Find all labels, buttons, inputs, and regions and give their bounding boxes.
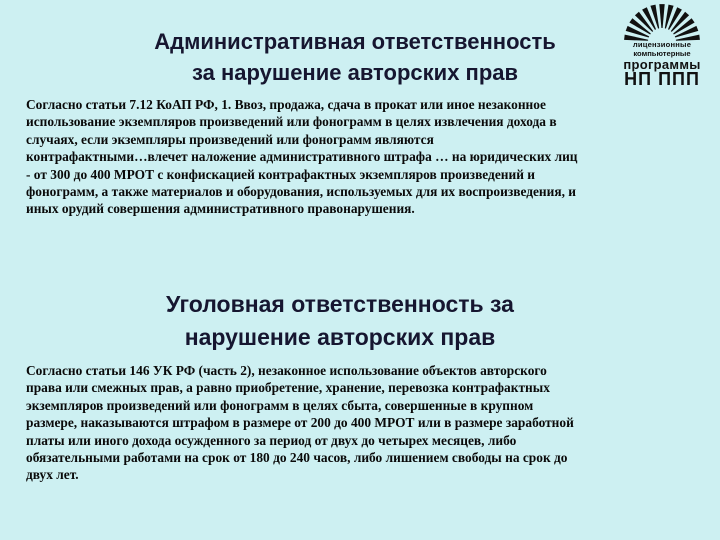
text-line: экземпляров произведений или фонограмм в целях сбыта, совершенные в крупном <box>26 397 534 413</box>
np-ppp-logo <box>612 0 720 92</box>
text-line: платы или иного дохода осужденного за период от двух до четырех месяцев, либо <box>26 432 517 448</box>
text-line: размере, наказываются штрафом в размере от 200 до 400 МРОТ или в размере заработной <box>26 415 574 431</box>
title-line: нарушение авторских прав <box>184 324 496 350</box>
logo-text-line2: компьютерные <box>633 49 691 58</box>
sun-ray <box>650 5 659 29</box>
sun-ray <box>659 4 664 28</box>
sunburst-logo-icon <box>608 0 716 44</box>
criminal-liability-title <box>60 288 620 354</box>
text-line: контрафактными…влечет наложение административного штрафа … на юридических лиц <box>26 149 578 165</box>
text-line: обязательными работами на срок от 180 до 240 часов, либо лишением свободы на срок до <box>26 450 568 466</box>
text-line: использование экземпляров произведений или фонограмм в целях извлечения дохода в <box>26 114 557 130</box>
logo-text-line4: НП ППП <box>624 69 700 89</box>
admin-liability-title <box>60 26 650 88</box>
text-line: Согласно статьи 7.12 КоАП РФ, 1. Ввоз, продажа, сдача в прокат или иное незаконное <box>26 97 546 112</box>
text-line: Согласно статьи 146 УК РФ (часть 2), незаконное использование объектов авторского <box>26 363 547 378</box>
logo-text-line1: лицензионные <box>632 40 692 49</box>
text-line: двух лет. <box>26 467 79 483</box>
title-line: Уголовная ответственность за <box>166 291 514 317</box>
logo-text-line3: программы <box>623 57 701 72</box>
text-line: - от 300 до 400 МРОТ с конфискацией контрафактных экземпляров произведений и <box>26 166 535 182</box>
title-line: за нарушение авторских прав <box>191 60 519 85</box>
text-line: иных орудий совершения административного правонарушения. <box>26 201 415 217</box>
sun-ray <box>665 5 674 29</box>
text-line: случаях, если экземпляры произведений или фонограмм являются <box>26 131 434 147</box>
title-line: Административная ответственность <box>154 29 556 54</box>
text-line: права или смежных прав, а равно приобретение, хранение, перевозка контрафактных <box>26 380 550 396</box>
criminal-liability-text <box>26 362 698 484</box>
text-line: фонограмм, а также материалов и оборудования, используемых для их воспроизведения, и <box>26 184 577 200</box>
admin-liability-text <box>26 96 698 218</box>
